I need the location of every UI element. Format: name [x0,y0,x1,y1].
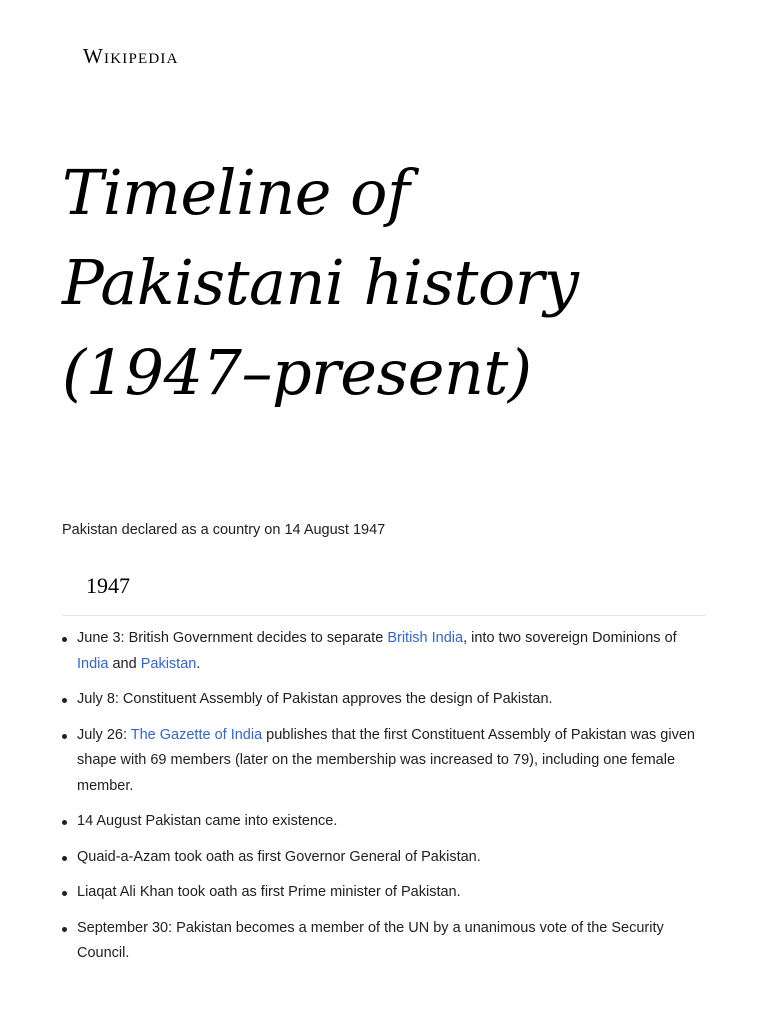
event-text: , into two sovereign Dominions of [463,630,677,646]
event-text: 14 August Pakistan came into existence. [77,813,338,829]
india-link[interactable]: India [77,655,109,672]
page-title [62,148,722,418]
event-text: and [108,655,141,672]
list-item [62,809,708,835]
event-text: Liaqat Ali Khan took oath as first Prime minister of Pakistan. [77,884,461,900]
event-text: June 3: British Government decides to separate [77,630,388,646]
list-item [62,880,708,906]
event-text: July 26: [77,726,131,743]
event-text: July 8: Constituent Assembly of Pakistan approves the design of Pakistan. [77,691,553,707]
list-item [62,687,708,713]
list-item [62,626,708,677]
pakistan-link[interactable]: Pakistan [140,655,197,672]
event-text: publishes that the first Constituent Assembly of Pakistan was given shape with 69 members (later on the membership was increased to 79), including one female member. [77,726,695,794]
section-heading-1947[interactable]: 1947 [86,573,130,598]
event-text: September 30: Pakistan becomes a member of the UN by a unanimous vote of the Security Council. [77,919,664,961]
events-list [62,626,708,977]
gazette-of-india-link[interactable]: The Gazette of India [130,726,263,743]
intro-text: Pakistan declared as a country on 14 August 1947 [62,522,386,538]
title-line-1: Timeline of [62,156,410,229]
british-india-link[interactable]: British India [387,630,464,646]
list-item [62,845,708,871]
event-text: . [196,655,201,672]
section-divider [62,615,706,616]
list-item [62,723,708,800]
list-item [62,916,708,967]
wikipedia-logo[interactable]: Wikipedia [83,44,179,68]
event-text: Quaid-a-Azam took oath as first Governor General of Pakistan. [77,848,481,865]
title-line-2: Pakistani history [62,246,579,319]
title-line-3: (1947–present) [62,336,532,409]
